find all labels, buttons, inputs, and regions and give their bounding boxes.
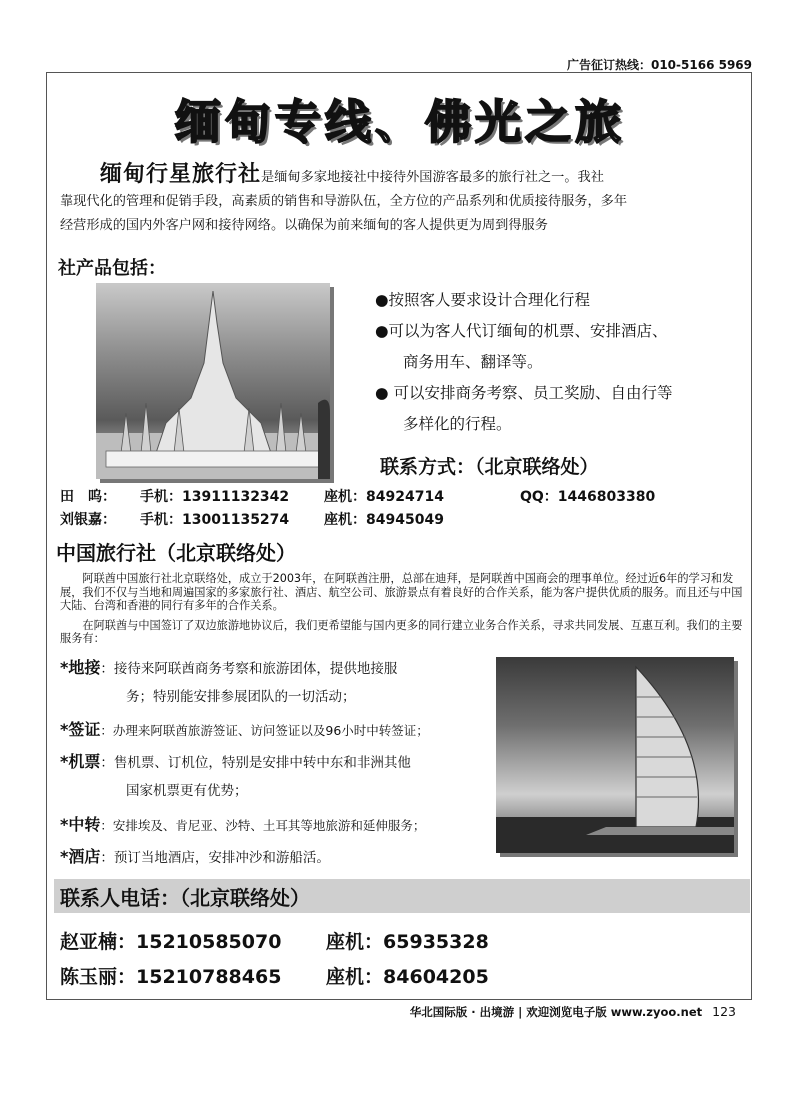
tel-label: 座机： <box>326 931 384 953</box>
tel-number: 65935328 <box>383 931 489 953</box>
intro-paragraph <box>60 163 750 238</box>
service-text: ：安排埃及、肯尼亚、沙特、土耳其等地旅游和延伸服务； <box>100 818 426 833</box>
products-list <box>375 285 755 440</box>
mobile-number: 13911132342 <box>182 489 290 505</box>
product-item: ●可以为客人代订缅甸的机票、安排酒店、 <box>375 322 668 340</box>
page-footer <box>410 1004 736 1020</box>
service-item <box>60 719 500 742</box>
tel-number: 84945049 <box>366 512 444 528</box>
footer-text: 华北国际版 · 出境游 | 欢迎浏览电子版 www.zyoo.net <box>409 1005 703 1019</box>
pagoda-photo <box>96 283 330 479</box>
contact2-heading: 联系人电话：（北京联络处） <box>60 886 310 910</box>
contact-row <box>60 486 444 506</box>
page-number: 123 <box>712 1004 736 1019</box>
service-text-cont: 务；特别能安排参展团队的一切活动； <box>126 689 356 705</box>
intro-text-2: 靠现代化的管理和促销手段，高素质的销售和导游队伍，全方位的产品系列和优质接待服务，多年 <box>60 194 628 209</box>
service-label: *地接 <box>60 658 101 677</box>
product-item: ● 可以安排商务考察、员工奖励、自由行等 <box>375 384 673 402</box>
contact-name: 赵亚楠： <box>60 931 137 953</box>
tel-label: 座机： <box>324 512 366 528</box>
contact-name: 田 呜： <box>60 489 116 505</box>
service-text: ：办理来阿联酋旅游签证、访问签证以及96小时中转签证； <box>100 723 429 738</box>
service-item <box>60 751 500 802</box>
qq-number: QQ：1446803380 <box>520 489 656 505</box>
cits-paragraph-2: 在阿联酋与中国签订了双边旅游地协议后，我们更希望能与国内更多的同行建立业务合作关系，寻求共同发展、互惠互利。我们的主要服务有： <box>60 618 743 645</box>
products-heading: 社产品包括： <box>58 258 166 279</box>
contact2-row <box>60 927 489 954</box>
mobile-number: 13001135274 <box>182 512 290 528</box>
cits-title: 中国旅行社（北京联络处） <box>56 541 296 565</box>
contact-row <box>60 509 444 529</box>
service-label: *机票 <box>60 752 101 771</box>
mobile-number: 15210788465 <box>136 966 282 988</box>
contact-heading: 联系方式：（北京联络处） <box>380 456 599 478</box>
mobile-label: 手机： <box>140 512 182 528</box>
tel-number: 84604205 <box>383 966 489 988</box>
mobile-label: 手机： <box>140 489 182 505</box>
contact2-row <box>60 962 489 989</box>
service-label: *中转 <box>60 815 101 834</box>
service-text-cont: 国家机票更有优势； <box>126 783 248 799</box>
agency-name: 缅甸行星旅行社 <box>100 162 262 187</box>
tel-label: 座机： <box>326 966 384 988</box>
cits-paragraph-1: 阿联酋中国旅行社北京联络处，成立于2003年，在阿联酋注册，总部在迪拜，是阿联酋中国商会的理事单位。经过近6年的学习和发展，我们不仅与当地和周遍国家的多家旅行社、酒店、航空公司、旅游景点有着良好的合作关系，能为客户提供优质的服务。而且还与中国大陆、台湾和香港的同行有多年的合作关系。 <box>60 572 743 612</box>
product-item-cont: 多样化的行程。 <box>403 415 512 433</box>
contact2-bar <box>54 879 750 913</box>
tel-label: 座机： <box>324 489 366 505</box>
service-text: ：售机票、订机位，特别是安排中转中东和非洲其他 <box>100 755 411 771</box>
service-item <box>60 814 500 837</box>
service-item <box>60 657 500 708</box>
service-text: ：预订当地酒店，安排冲沙和游船活。 <box>100 850 330 866</box>
intro-text-1: 是缅甸多家地接社中接待外国游客最多的旅行社之一。我社 <box>261 170 604 185</box>
ad-hotline: 广告征订热线：010-5166 5969 <box>566 58 752 72</box>
tel-number: 84924714 <box>366 489 444 505</box>
intro-text-3: 经营形成的国内外客户网和接待网络。以确保为前来缅甸的客人提供更为周到得服务 <box>60 218 548 233</box>
product-item: ●按照客人要求设计合理化行程 <box>375 291 591 309</box>
product-item-cont: 商务用车、翻译等。 <box>403 353 543 371</box>
service-text: ：接待来阿联酋商务考察和旅游团体，提供地接服 <box>100 661 398 677</box>
contact-name: 陈玉丽： <box>60 966 137 988</box>
burj-al-arab-photo <box>496 657 734 853</box>
contact-name: 刘银嘉： <box>60 512 116 528</box>
page-title: 缅甸专线、佛光之旅 <box>175 95 625 149</box>
service-label: *签证 <box>60 720 101 739</box>
service-label: *酒店 <box>60 847 101 866</box>
mobile-number: 15210585070 <box>136 931 282 953</box>
cits-description <box>60 572 750 646</box>
service-item <box>60 846 500 869</box>
